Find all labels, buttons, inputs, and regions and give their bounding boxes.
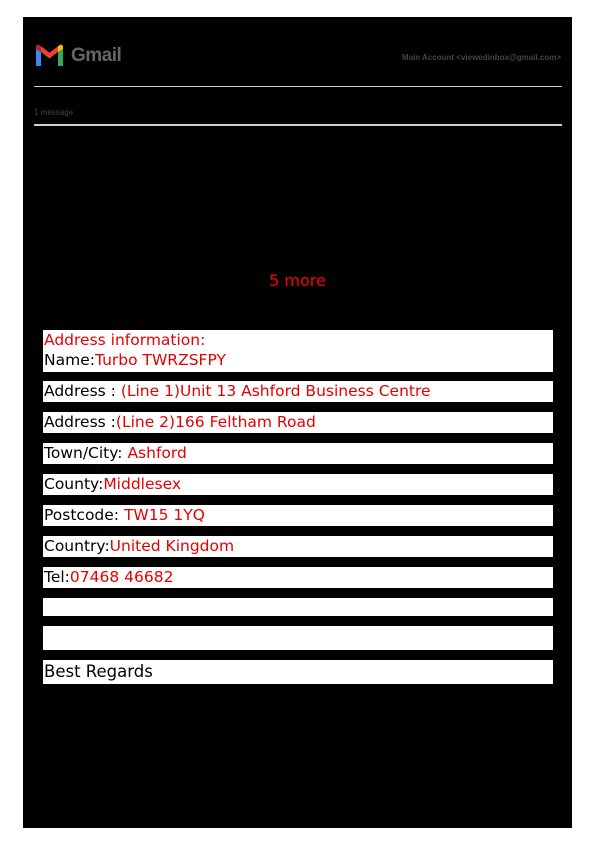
postcode-row <box>43 505 553 526</box>
header-divider <box>34 86 562 87</box>
field-value: (Line 1)Unit 13 Ashford Business Centre <box>120 382 431 400</box>
blank-row <box>43 598 553 616</box>
field-value: Turbo TWRZSFPY <box>94 351 226 369</box>
town-row <box>43 443 553 464</box>
address-heading: Address information: <box>44 331 206 349</box>
field-label: County: <box>44 475 104 493</box>
thread-divider <box>34 124 562 126</box>
field-label: Address : <box>44 413 116 431</box>
field-label: Address : <box>44 382 121 400</box>
field-value: (Line 2)166 Feltham Road <box>115 413 316 431</box>
gmail-m-icon <box>34 44 65 68</box>
field-value: 07468 46682 <box>69 568 174 586</box>
field-label: Postcode: <box>44 506 124 524</box>
county-row <box>43 474 553 495</box>
tel-row <box>43 567 553 588</box>
field-label: Country: <box>44 537 110 555</box>
field-value: TW15 1YQ <box>123 506 205 524</box>
closing-row <box>43 660 553 684</box>
country-row <box>43 536 553 557</box>
address-line1-row <box>43 381 553 402</box>
gmail-logo[interactable] <box>34 44 121 68</box>
closing-text: Best Regards <box>44 662 153 681</box>
field-value: United Kingdom <box>109 537 235 555</box>
field-value: Ashford <box>127 444 187 462</box>
account-label: Main Account <viewedinbox@gmail.com> <box>401 53 561 62</box>
blank-row <box>43 626 553 650</box>
address-line2-row <box>43 412 553 433</box>
email-page <box>23 17 572 828</box>
more-link[interactable]: 5 more <box>269 271 326 290</box>
field-label: Tel: <box>44 568 70 586</box>
field-label: Name: <box>44 351 95 369</box>
address-heading-row <box>43 330 553 372</box>
message-count: 1 message <box>34 108 74 117</box>
field-label: Town/City: <box>44 444 128 462</box>
app-name: Gmail <box>71 45 122 66</box>
field-value: Middlesex <box>103 475 182 493</box>
